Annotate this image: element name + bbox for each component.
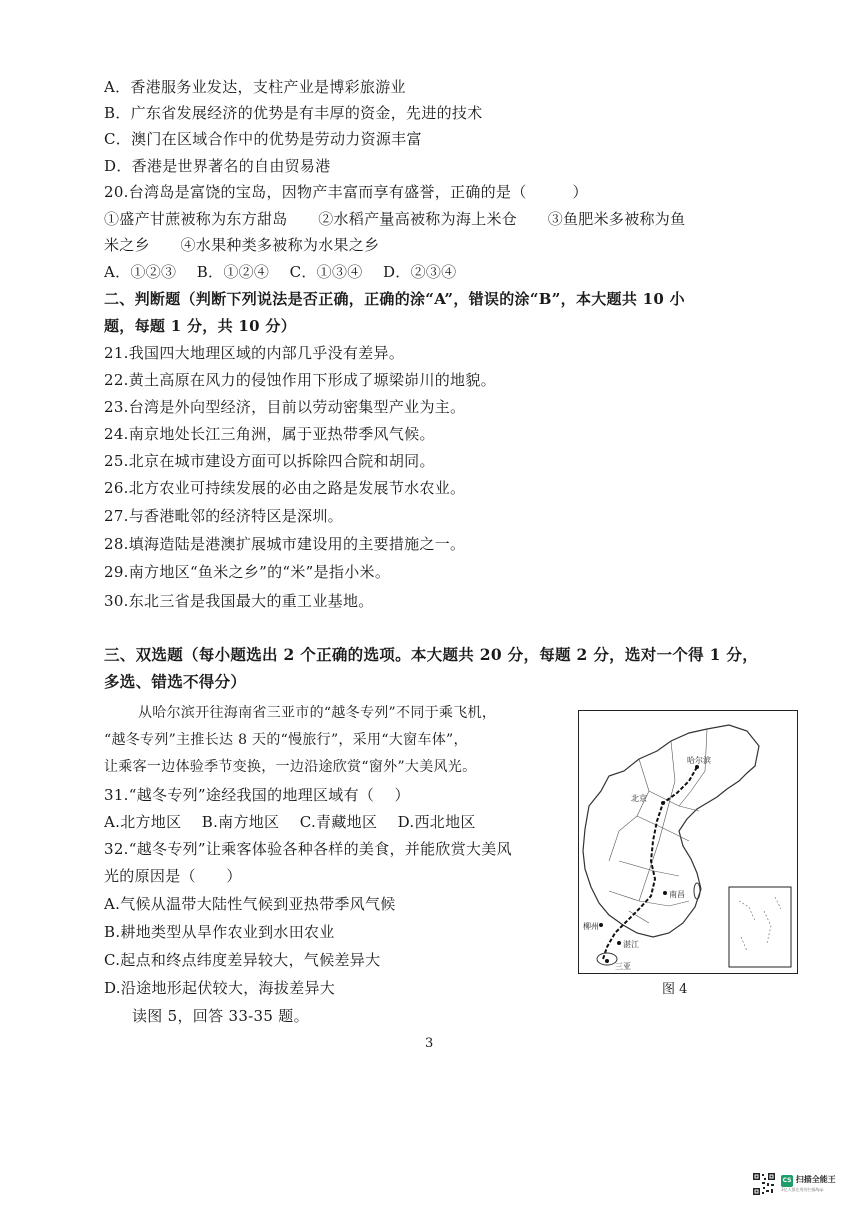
section2-heading-line2: 题，每题 1 分，共 10 分） — [104, 317, 297, 335]
judge-item-29: 29.南方地区“鱼米之乡”的“米”是指小米。 — [104, 563, 391, 581]
scanner-text — [781, 1175, 836, 1193]
q19-option-c: C．澳门在区域合作中的优势是劳动力资源丰富 — [104, 130, 422, 148]
q20-items-line2: 米之乡 ④水果种类多被称为水果之乡 — [104, 236, 380, 254]
map-drawing — [579, 711, 797, 973]
taiwan-island — [694, 883, 700, 899]
q32-option-c: C.起点和终点纬度差异较大，气候差异大 — [104, 951, 381, 969]
q32-option-b: B.耕地类型从旱作农业到水田农业 — [104, 923, 335, 941]
section3-heading-line2: 多选、错选不得分） — [104, 672, 247, 691]
judge-item-21: 21.我国四大地理区域的内部几乎没有差异。 — [104, 344, 405, 362]
camscanner-logo-icon: CS — [781, 1175, 793, 1187]
judge-item-24: 24.南京地处长江三角洲，属于亚热带季风气候。 — [104, 425, 435, 443]
q19-option-a: A．香港服务业发达，支柱产业是博彩旅游业 — [104, 78, 406, 96]
judge-item-26: 26.北方农业可持续发展的必由之路是发展节水农业。 — [104, 479, 466, 497]
q32-option-d: D.沿途地形起伏较大，海拔差异大 — [104, 979, 336, 997]
q32-stem-line1: 32.“越冬专列”让乘客体验各种各样的美食，并能欣赏大美风 — [104, 840, 512, 858]
city-dot-nanchang — [663, 891, 667, 895]
scanner-title: 扫描全能王 — [795, 1175, 836, 1184]
q19-option-b: B．广东省发展经济的优势是有丰厚的资金，先进的技术 — [104, 104, 483, 122]
next-instruction: 读图 5，回答 33-35 题。 — [132, 1007, 309, 1025]
qr-code-icon — [752, 1172, 776, 1196]
city-dot-liuzhou — [599, 923, 603, 927]
section3-heading-line1: 三、双选题（每小题选出 2 个正确的选项。本大题共 20 分，每题 2 分，选对一个得 1 分， — [104, 645, 758, 664]
map-label-zhanjiang: 湛江 — [623, 940, 639, 949]
q32-stem-line2: 光的原因是（ ） — [104, 867, 242, 885]
q20-items-line1: ①盛产甘蔗被称为东方甜岛 ②水稻产量高被称为海上米仓 ③鱼肥米多被称为鱼 — [104, 210, 686, 228]
scanner-badge — [752, 1169, 844, 1199]
map-label-liuzhou: 柳州 — [583, 922, 599, 931]
map-label-beijing: 北京 — [631, 794, 647, 803]
q20-options: A．①②③ B．①②④ C．①③④ D．②③④ — [104, 263, 457, 281]
judge-item-28: 28.填海造陆是港澳扩展城市建设用的主要措施之一。 — [104, 535, 466, 553]
judge-item-25: 25.北京在城市建设方面可以拆除四合院和胡同。 — [104, 452, 435, 470]
q32-option-a: A.气候从温带大陆性气候到亚热带季风气候 — [104, 895, 396, 913]
map-label-sanya: 三亚 — [615, 962, 631, 971]
map-label-nanchang: 南昌 — [669, 890, 685, 899]
q19-option-d: D．香港是世界著名的自由贸易港 — [104, 157, 331, 175]
scanner-subtitle: 3亿人都在用的扫描App — [781, 1187, 824, 1192]
judge-item-22: 22.黄土高原在风力的侵蚀作用下形成了塬梁峁川的地貌。 — [104, 371, 496, 389]
section2-heading-line1: 二、判断题（判断下列说法是否正确，正确的涂“A”，错误的涂“B”，本大题共 10 小 — [104, 290, 685, 308]
south-china-sea-inset — [729, 887, 791, 967]
china-rail-map — [578, 710, 798, 974]
q31-options: A.北方地区 B.南方地区 C.青藏地区 D.西北地区 — [104, 813, 476, 831]
passage-line-1: 从哈尔滨开往海南省三亚市的“越冬专列”不同于乘飞机， — [138, 705, 497, 721]
city-dot-beijing — [661, 801, 665, 805]
city-dot-sanya — [605, 959, 609, 963]
passage-line-3: 让乘客一边体验季节变换，一边沿途欣赏“窗外”大美风光。 — [104, 759, 477, 775]
figure-caption: 图 4 — [662, 982, 688, 997]
city-dot-harbin — [695, 765, 699, 769]
city-dot-zhanjiang — [617, 941, 621, 945]
judge-item-30: 30.东北三省是我国最大的重工业基地。 — [104, 592, 374, 610]
map-label-harbin: 哈尔滨 — [687, 756, 711, 765]
judge-item-23: 23.台湾是外向型经济，目前以劳动密集型产业为主。 — [104, 398, 466, 416]
q20-stem: 20.台湾岛是富饶的宝岛，因物产丰富而享有盛誉，正确的是（ ） — [104, 183, 588, 201]
page-number: 3 — [425, 1036, 434, 1051]
judge-item-27: 27.与香港毗邻的经济特区是深圳。 — [104, 507, 343, 525]
q31-stem: 31.“越冬专列”途经我国的地理区域有（ ） — [104, 786, 410, 804]
train-route — [603, 767, 697, 959]
passage-line-2: “越冬专列”主推长达 8 天的“慢旅行”，采用“大窗车体”， — [104, 732, 468, 748]
